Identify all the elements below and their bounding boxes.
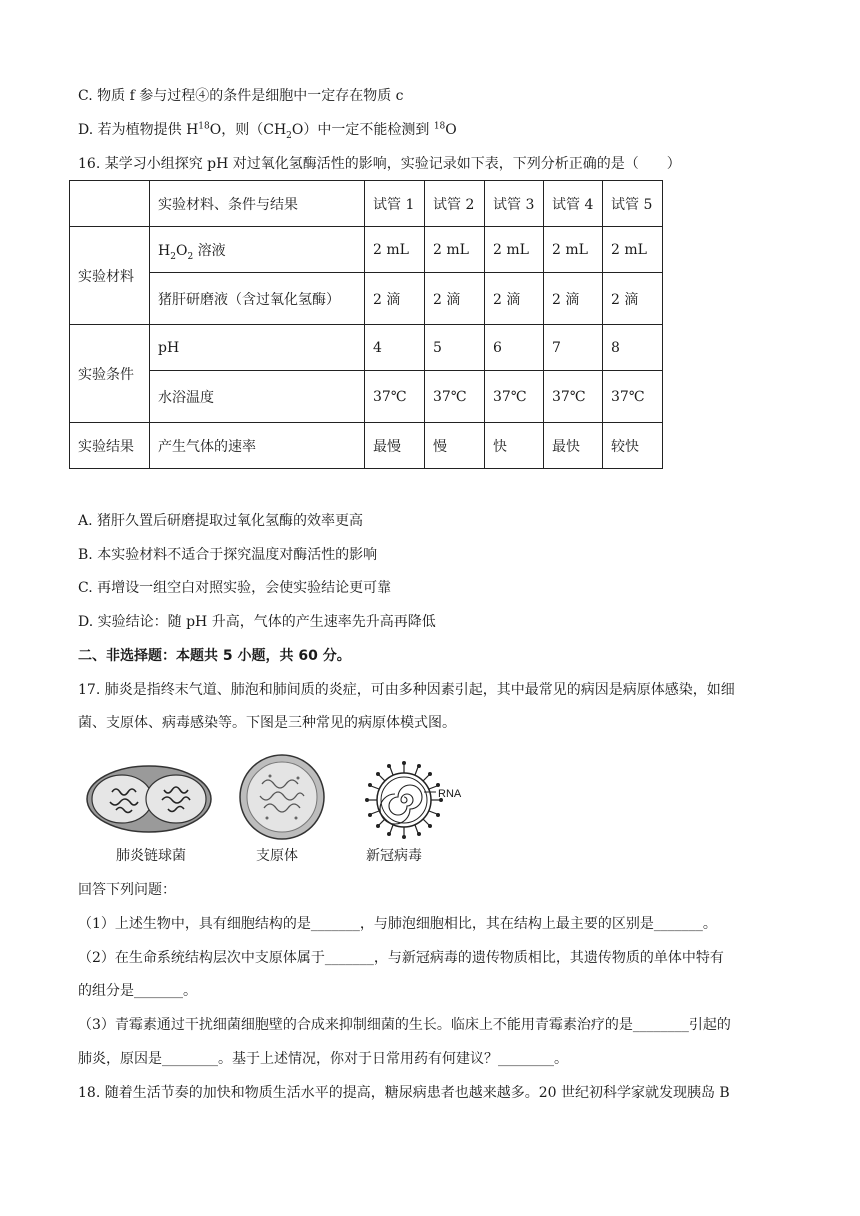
table-cell: 37℃ <box>365 371 425 423</box>
table-cell: 8 <box>603 325 663 371</box>
table-header-cell: 试管 2 <box>425 181 485 227</box>
question-17-part2-line1: （2）在生命系统结构层次中支原体属于_______，与新冠病毒的遗传物质相比，其遗传物质的单体中特有 <box>78 950 724 966</box>
caption-mycoplasma: 支原体 <box>256 848 298 864</box>
table-cell: 37℃ <box>485 371 544 423</box>
question-16: 16. 某学习小组探究 pH 对过氧化氢酶活性的影响，实验记录如下表，下列分析正确的是（ ） <box>78 156 681 172</box>
table-cell: 2 mL <box>544 227 603 273</box>
option-b: B. 本实验材料不适合于探究温度对酶活性的影响 <box>78 547 378 563</box>
table-header-cell: 试管 1 <box>365 181 425 227</box>
table-cell: 2 mL <box>425 227 485 273</box>
table-row <box>70 227 663 273</box>
table-cell: 2 mL <box>365 227 425 273</box>
coronavirus-image <box>365 761 443 839</box>
question-18: 18. 随着生活节奏的加快和物质生活水平的提高，糖尿病患者也越来越多。20 世纪初科学家就发现胰岛 B <box>78 1085 730 1101</box>
table-row <box>70 371 663 423</box>
question-17-part2-line2: 的组分是_______。 <box>78 983 197 999</box>
answer-prompt: 回答下列问题： <box>78 882 176 898</box>
table-cell: 快 <box>485 423 544 469</box>
row-label: 水浴温度 <box>150 371 365 423</box>
table-cell: 最慢 <box>365 423 425 469</box>
question-17-part3-line2: 肺炎，原因是________。基于上述情况，你对于日常用药有何建议？________。 <box>78 1051 568 1067</box>
table-header-cell: 试管 5 <box>603 181 663 227</box>
section-heading: 二、非选择题：本题共 5 小题，共 60 分。 <box>78 648 351 664</box>
table-row <box>70 423 663 469</box>
group-label: 实验结果 <box>70 423 150 469</box>
option-c: C. 再增设一组空白对照实验，会使实验结论更可靠 <box>78 580 392 596</box>
option-d: D. 实验结论：随 pH 升高，气体的产生速率先升高再降低 <box>78 614 436 630</box>
table-cell: 最快 <box>544 423 603 469</box>
pneumococcus-image <box>87 766 211 832</box>
question-17-part1: （1）上述生物中，具有细胞结构的是_______，与肺泡细胞相比，其在结构上最主要的区别是_______。 <box>78 916 717 932</box>
table-cell: 2 mL <box>603 227 663 273</box>
table-cell: 37℃ <box>544 371 603 423</box>
row-label: pH <box>150 325 365 371</box>
table-cell: 2 滴 <box>365 273 425 325</box>
option-d-q15: D. 若为植物提供 $H^{18}O$，则$(CH_2O)$中一定不能检测到 $^{18}$O <box>78 121 457 141</box>
table-cell: 6 <box>485 325 544 371</box>
table-cell: 2 mL <box>485 227 544 273</box>
table-header-row <box>70 181 663 227</box>
table-cell: 2 滴 <box>544 273 603 325</box>
table-row <box>70 325 663 371</box>
caption-pneumococcus: 肺炎链球菌 <box>116 848 186 864</box>
mycoplasma-image <box>240 755 324 839</box>
option-c-q15: C. 物质 f 参与过程④的条件是细胞中一定存在物质 c <box>78 88 404 104</box>
table-cell: 37℃ <box>603 371 663 423</box>
table-header-cell: 试管 3 <box>485 181 544 227</box>
question-17-line2: 菌、支原体、病毒感染等。下图是三种常见的病原体模式图。 <box>78 715 456 731</box>
row-label: $H_2O_2$ 溶液 <box>150 227 365 273</box>
group-label: 实验材料 <box>70 227 150 325</box>
table-cell: 慢 <box>425 423 485 469</box>
table-cell: 5 <box>425 325 485 371</box>
pathogen-illustration <box>84 752 484 842</box>
table-cell: 较快 <box>603 423 663 469</box>
table-cell: 2 滴 <box>425 273 485 325</box>
experiment-table <box>69 180 663 469</box>
pathogen-figure <box>84 752 484 867</box>
question-17-part3-line1: （3）青霉素通过干扰细菌细胞壁的合成来抑制细菌的生长。临床上不能用青霉素治疗的是________引起的 <box>78 1017 731 1033</box>
table-cell: 37℃ <box>425 371 485 423</box>
question-17-line1: 17. 肺炎是指终末气道、肺泡和肺间质的炎症，可由多种因素引起，其中最常见的病因是病原体感染，如细 <box>78 682 735 698</box>
table-cell: 2 滴 <box>485 273 544 325</box>
rna-label: RNA <box>438 788 462 800</box>
table-cell: 4 <box>365 325 425 371</box>
table-row <box>70 273 663 325</box>
caption-coronavirus: 新冠病毒 <box>366 848 422 864</box>
group-label: 实验条件 <box>70 325 150 423</box>
table-header-cell: 试管 4 <box>544 181 603 227</box>
table-cell: 2 滴 <box>603 273 663 325</box>
row-label: 产生气体的速率 <box>150 423 365 469</box>
table-header-cell: 实验材料、条件与结果 <box>150 181 365 227</box>
option-a: A. 猪肝久置后研磨提取过氧化氢酶的效率更高 <box>78 513 364 529</box>
row-label: 猪肝研磨液（含过氧化氢酶） <box>150 273 365 325</box>
table-cell: 7 <box>544 325 603 371</box>
